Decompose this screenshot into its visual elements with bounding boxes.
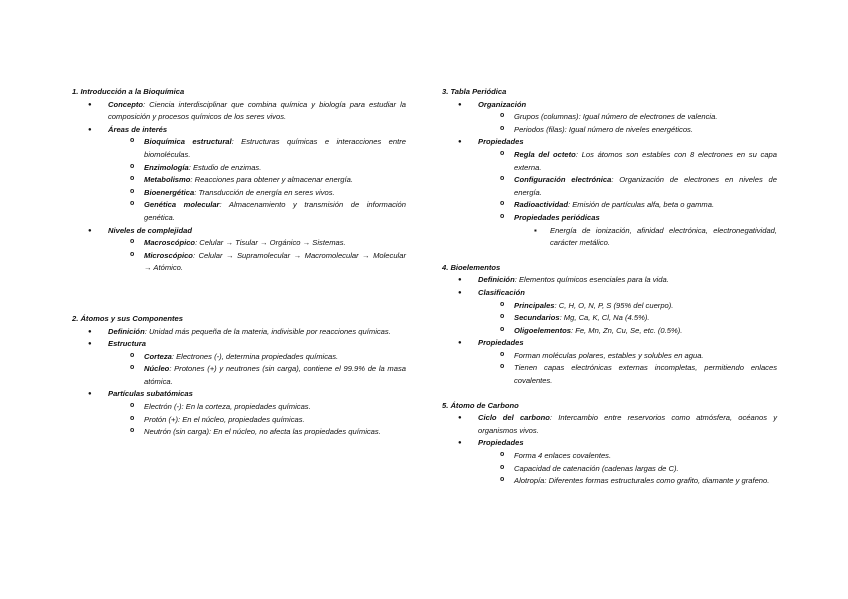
list-item: ● Definición: Elementos químicos esenciales para la vida. — [442, 274, 777, 287]
list-item: o Forman moléculas polares, estables y solubles en agua. — [478, 350, 777, 363]
list-item: o Grupos (columnas): Igual número de electrones de valencia. — [478, 111, 777, 124]
list-item: o Metabolismo: Reacciones para obtener y almacenar energía. — [108, 174, 406, 187]
list-item: o Forma 4 enlaces covalentes. — [478, 450, 777, 463]
left-column — [72, 86, 406, 439]
list-item: o Radioactividad: Emisión de partículas alfa, beta o gamma. — [478, 199, 777, 212]
list-item: ● Organización o Grupos (columnas): Igual número de electrones de valencia. o Periodos (filas): Igual número de niveles energéticos. — [442, 99, 777, 137]
list-item: o Neutrón (sin carga): En el núcleo, no afecta las propiedades químicas. — [108, 426, 406, 439]
list-item: o Bioenergética: Transducción de energía en seres vivos. — [108, 187, 406, 200]
list-item: ● Propiedades o Forma 4 enlaces covalentes. o Capacidad de catenación (cadenas largas de C). o Alotropía: Diferentes formas estructurales como grafito, diamante y grafeno. — [442, 437, 777, 487]
right-column — [442, 86, 777, 488]
section-title-bioelements: 4. Bioelementos — [442, 262, 501, 272]
section-list-carbon — [442, 412, 777, 488]
list-item: o Microscópico: Celular → Supramolecular → Macromolecular → Molecular → Atómico. — [108, 250, 406, 275]
section-title-atoms: 2. Átomos y sus Componentes — [72, 313, 183, 323]
list-item: o Bioquímica estructural: Estructuras químicas e interacciones entre biomoléculas. — [108, 136, 406, 161]
list-item: ● Definición: Unidad más pequeña de la materia, indivisible por reacciones químicas. — [72, 326, 406, 339]
section-title-carbon: 5. Átomo de Carbono — [442, 400, 519, 410]
list-item: ▪ Energía de ionización, afinidad electrónica, electronegatividad, carácter metálico. — [514, 225, 777, 250]
list-item: o Alotropía: Diferentes formas estructurales como grafito, diamante y grafeno. — [478, 475, 777, 488]
list-item: o Electrón (-): En la corteza, propiedades químicas. — [108, 401, 406, 414]
list-item: o Capacidad de catenación (cadenas largas de C). — [478, 463, 777, 476]
section-list-atoms — [72, 326, 406, 439]
list-item: ● Ciclo del carbono: Intercambio entre reservorios como atmósfera, océanos y organismos vivos. — [442, 412, 777, 437]
list-item: o Tienen capas electrónicas externas incompletas, permitiendo enlaces covalentes. — [478, 362, 777, 387]
section-list-bioelements — [442, 274, 777, 387]
list-item: ● Estructura o Corteza: Electrones (-), determina propiedades químicas. o Núcleo: Protones (+) y neutrones (sin carga), contiene el 99.9% de la masa atómica. — [72, 338, 406, 388]
list-item: o Oligoelementos: Fe, Mn, Zn, Cu, Se, etc. (0.5%). — [478, 325, 777, 338]
list-item: ● Clasificación o Principales: C, H, O, N, P, S (95% del cuerpo). o Secundarios: Mg, Ca, K, Cl, Na (4.5%). o Oligoelementos: Fe, Mn, Zn, Cu, Se, etc. (0.5%). — [442, 287, 777, 337]
list-item: o Propiedades periódicas ▪ Energía de ionización, afinidad electrónica, electronegatividad, carácter metálico. — [478, 212, 777, 250]
list-item: o Principales: C, H, O, N, P, S (95% del cuerpo). — [478, 300, 777, 313]
list-item: o Genética molecular: Almacenamiento y transmisión de información genética. — [108, 199, 406, 224]
section-title-intro: 1. Introducción a la Bioquímica — [72, 87, 185, 96]
list-item: ● Propiedades o Regla del octeto: Los átomos son estables con 8 electrones en su capa externa. o Configuración electrónica: Organización de electrones en niveles de energía. o Radioactividad: Emisión de partículas alfa, beta o gamma. o Propiedades periódicas ▪ Energía de ionización, afinidad electrónica, electronegatividad, carácter metálico. — [442, 136, 777, 249]
section-title-periodic-table: 3. Tabla Periódica — [442, 87, 507, 96]
list-item: ● Concepto: Ciencia interdisciplinar que combina química y biología para estudiar la composición y procesos químicos de los seres vivos. — [72, 99, 406, 124]
section-list-intro — [72, 99, 406, 275]
list-item: o Enzimología: Estudio de enzimas. — [108, 162, 406, 175]
list-item: ● Niveles de complejidad o Macroscópico: Celular → Tisular → Orgánico → Sistemas. o Microscópico: Celular → Supramolecular → Macromolecular → Molecular → Atómico. — [72, 225, 406, 275]
list-item: o Secundarios: Mg, Ca, K, Cl, Na (4.5%). — [478, 312, 777, 325]
list-item: ● Áreas de interés o Bioquímica estructural: Estructuras químicas e interacciones entre biomoléculas. o Enzimología: Estudio de enzimas. o Metabolismo: Reacciones para obtener y almacenar energía. o Bioenergética: Transducción de energía en seres vivos. o Genética molecular: Almacenamiento y transmisión de información genética. — [72, 124, 406, 225]
list-item: ● Partículas subatómicas o Electrón (-): En la corteza, propiedades químicas. o Protón (+): En el núcleo, propiedades químicas. o Neutrón (sin carga): En el núcleo, no afecta las propiedades químicas. — [72, 388, 406, 438]
list-item: o Periodos (filas): Igual número de niveles energéticos. — [478, 124, 777, 137]
list-item: o Regla del octeto: Los átomos son estables con 8 electrones en su capa externa. — [478, 149, 777, 174]
list-item: ● Propiedades o Forman moléculas polares, estables y solubles en agua. o Tienen capas electrónicas externas incompletas, permitiendo enlaces covalentes. — [442, 337, 777, 387]
list-item: o Corteza: Electrones (-), determina propiedades químicas. — [108, 351, 406, 364]
list-item: o Núcleo: Protones (+) y neutrones (sin carga), contiene el 99.9% de la masa atómica. — [108, 363, 406, 388]
list-item: o Macroscópico: Celular → Tisular → Orgánico → Sistemas. — [108, 237, 406, 250]
section-list-periodic-table — [442, 99, 777, 250]
list-item: o Configuración electrónica: Organización de electrones en niveles de energía. — [478, 174, 777, 199]
list-item: o Protón (+): En el núcleo, propiedades químicas. — [108, 414, 406, 427]
